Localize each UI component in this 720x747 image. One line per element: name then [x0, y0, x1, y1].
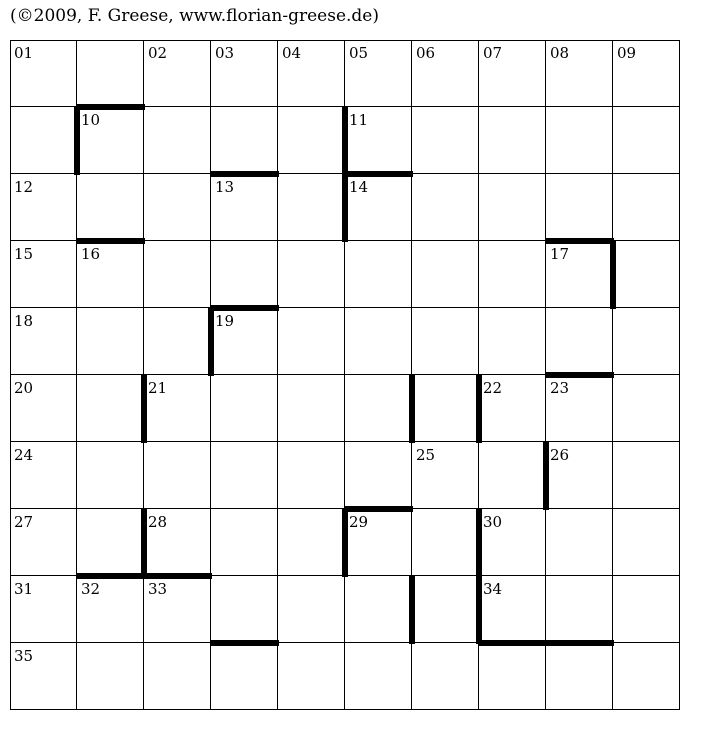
grid-cell[interactable] — [546, 174, 613, 241]
clue-number: 22 — [483, 379, 503, 397]
grid-bar-vertical — [74, 106, 80, 175]
clue-number: 18 — [14, 312, 34, 330]
grid-bar-vertical — [476, 575, 482, 644]
grid-cell[interactable] — [546, 308, 613, 375]
grid-cell[interactable] — [278, 442, 345, 509]
grid-cell[interactable] — [412, 643, 479, 710]
grid-cell[interactable] — [412, 576, 479, 643]
grid-cell[interactable] — [211, 107, 278, 174]
grid-cell[interactable] — [77, 308, 144, 375]
clue-number: 35 — [14, 647, 34, 665]
grid-cell[interactable] — [479, 107, 546, 174]
clue-number: 27 — [14, 513, 34, 531]
grid-cell[interactable] — [144, 442, 211, 509]
grid-bar-horizontal — [143, 573, 212, 579]
grid-cell[interactable] — [412, 107, 479, 174]
grid-cell[interactable] — [345, 442, 412, 509]
clue-number: 19 — [215, 312, 235, 330]
grid-cell[interactable] — [345, 375, 412, 442]
clue-number: 21 — [148, 379, 168, 397]
grid-cell[interactable] — [412, 375, 479, 442]
clue-number: 20 — [14, 379, 34, 397]
grid-cell[interactable] — [345, 576, 412, 643]
grid-cell[interactable] — [278, 241, 345, 308]
clue-number: 04 — [282, 44, 302, 62]
clue-number: 32 — [81, 580, 101, 598]
grid-cell[interactable] — [278, 375, 345, 442]
grid-bar-horizontal — [478, 640, 547, 646]
clue-number: 33 — [148, 580, 168, 598]
grid-cell[interactable] — [613, 308, 680, 375]
grid-cell[interactable] — [345, 643, 412, 710]
grid-cell[interactable] — [211, 509, 278, 576]
grid-bar-vertical — [342, 106, 348, 175]
grid-cell[interactable] — [479, 442, 546, 509]
grid-cell[interactable] — [613, 174, 680, 241]
grid-cell[interactable] — [412, 174, 479, 241]
grid-cell[interactable] — [211, 375, 278, 442]
grid-cell[interactable] — [77, 40, 144, 107]
grid-cell[interactable] — [412, 308, 479, 375]
grid-cell[interactable] — [144, 241, 211, 308]
grid-cell[interactable] — [278, 308, 345, 375]
grid-cell[interactable] — [278, 107, 345, 174]
grid-bar-horizontal — [76, 104, 145, 110]
grid-cell[interactable] — [613, 442, 680, 509]
clue-number: 11 — [349, 111, 369, 129]
grid-bar-horizontal — [210, 305, 279, 311]
grid-cell[interactable] — [546, 509, 613, 576]
clue-number: 34 — [483, 580, 503, 598]
grid-cell[interactable] — [77, 174, 144, 241]
grid-bar-vertical — [543, 441, 549, 510]
clue-number: 25 — [416, 446, 436, 464]
grid-cell[interactable] — [479, 241, 546, 308]
grid-cell[interactable] — [479, 308, 546, 375]
clue-number: 30 — [483, 513, 503, 531]
clue-number: 28 — [148, 513, 168, 531]
grid-bar-horizontal — [210, 640, 279, 646]
clue-number: 16 — [81, 245, 101, 263]
grid-cell[interactable] — [144, 107, 211, 174]
grid-bar-horizontal — [545, 372, 614, 378]
grid-bar-vertical — [342, 508, 348, 577]
grid-bar-vertical — [141, 374, 147, 443]
grid-bar-horizontal — [76, 238, 145, 244]
grid-cell[interactable] — [211, 442, 278, 509]
copyright-notice: (©2009, F. Greese, www.florian-greese.de) — [10, 6, 379, 26]
grid-cell[interactable] — [144, 174, 211, 241]
grid-cell[interactable] — [345, 308, 412, 375]
grid-bar-horizontal — [545, 238, 614, 244]
grid-cell[interactable] — [412, 241, 479, 308]
grid-bar-horizontal — [210, 171, 279, 177]
grid-bar-vertical — [208, 307, 214, 376]
grid-cell[interactable] — [613, 241, 680, 308]
crossword-grid[interactable] — [10, 40, 680, 710]
clue-number: 12 — [14, 178, 34, 196]
grid-cell[interactable] — [278, 174, 345, 241]
clue-number: 29 — [349, 513, 369, 531]
grid-cell[interactable] — [77, 643, 144, 710]
grid-cell[interactable] — [77, 375, 144, 442]
clue-number: 08 — [550, 44, 570, 62]
grid-cell[interactable] — [345, 241, 412, 308]
clue-number: 23 — [550, 379, 570, 397]
grid-cell[interactable] — [211, 241, 278, 308]
grid-cell[interactable] — [613, 107, 680, 174]
grid-cell[interactable] — [613, 375, 680, 442]
grid-bar-vertical — [141, 508, 147, 577]
grid-bar-vertical — [409, 575, 415, 644]
crossword-cells[interactable] — [10, 40, 680, 710]
grid-cell[interactable] — [278, 643, 345, 710]
grid-cell[interactable] — [211, 643, 278, 710]
grid-bar-vertical — [409, 374, 415, 443]
grid-bar-vertical — [342, 173, 348, 242]
clue-number: 26 — [550, 446, 570, 464]
clue-number: 14 — [349, 178, 369, 196]
clue-number: 09 — [617, 44, 637, 62]
grid-cell[interactable] — [412, 509, 479, 576]
clue-number: 06 — [416, 44, 436, 62]
grid-bar-vertical — [476, 508, 482, 577]
grid-cell[interactable] — [613, 509, 680, 576]
grid-cell[interactable] — [144, 308, 211, 375]
clue-number: 07 — [483, 44, 503, 62]
grid-cell[interactable] — [479, 174, 546, 241]
grid-bar-horizontal — [545, 640, 614, 646]
grid-bar-horizontal — [344, 506, 413, 512]
clue-number: 05 — [349, 44, 369, 62]
grid-cell[interactable] — [77, 509, 144, 576]
grid-cell[interactable] — [10, 107, 77, 174]
clue-number: 02 — [148, 44, 168, 62]
grid-cell[interactable] — [278, 576, 345, 643]
clue-number: 24 — [14, 446, 34, 464]
grid-cell[interactable] — [546, 643, 613, 710]
grid-cell[interactable] — [613, 643, 680, 710]
grid-bar-vertical — [610, 240, 616, 309]
grid-cell[interactable] — [546, 107, 613, 174]
grid-bar-vertical — [476, 374, 482, 443]
grid-bar-horizontal — [344, 171, 413, 177]
clue-number: 03 — [215, 44, 235, 62]
grid-cell[interactable] — [479, 643, 546, 710]
grid-cell[interactable] — [278, 509, 345, 576]
grid-bar-horizontal — [76, 573, 145, 579]
grid-cell[interactable] — [77, 442, 144, 509]
clue-number: 01 — [14, 44, 34, 62]
clue-number: 17 — [550, 245, 570, 263]
grid-cell[interactable] — [613, 576, 680, 643]
grid-cell[interactable] — [144, 643, 211, 710]
clue-number: 13 — [215, 178, 235, 196]
grid-cell[interactable] — [546, 576, 613, 643]
clue-number: 15 — [14, 245, 34, 263]
clue-number: 10 — [81, 111, 101, 129]
grid-cell[interactable] — [211, 576, 278, 643]
clue-number: 31 — [14, 580, 34, 598]
